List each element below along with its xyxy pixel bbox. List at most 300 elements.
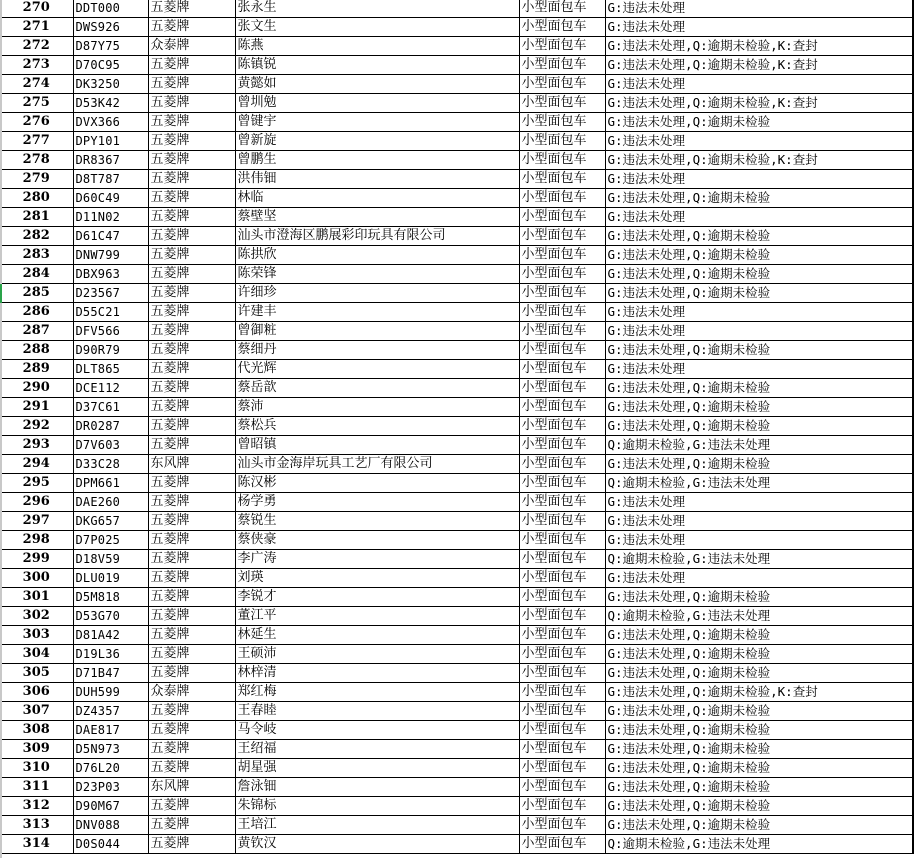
table-row[interactable]	[0, 170, 913, 189]
brand-cell[interactable]: 五菱牌	[148, 569, 235, 588]
owner-cell[interactable]: 蔡侠豪	[235, 531, 519, 550]
plate-cell[interactable]: DWS926	[73, 18, 148, 37]
vehicle-type-cell[interactable]: 小型面包车	[519, 835, 605, 854]
owner-cell[interactable]: 李锐才	[235, 588, 519, 607]
owner-cell[interactable]: 詹泳钿	[235, 778, 519, 797]
brand-cell[interactable]: 五菱牌	[148, 113, 235, 132]
owner-cell[interactable]: 杨学勇	[235, 493, 519, 512]
plate-cell[interactable]: DFV566	[73, 322, 148, 341]
plate-cell[interactable]: DZ4357	[73, 702, 148, 721]
status-cell[interactable]: G:违法未处理,Q:逾期未检验	[605, 265, 913, 284]
table-row[interactable]	[0, 37, 913, 56]
status-cell[interactable]: Q:逾期未检验,G:违法未处理	[605, 835, 913, 854]
row-number-cell[interactable]: 281	[0, 208, 73, 227]
owner-cell[interactable]: 洪伟钿	[235, 170, 519, 189]
vehicle-type-cell[interactable]: 小型面包车	[519, 664, 605, 683]
plate-cell[interactable]: D70C95	[73, 56, 148, 75]
vehicle-type-cell[interactable]: 小型面包车	[519, 626, 605, 645]
plate-cell[interactable]: DPM661	[73, 474, 148, 493]
brand-cell[interactable]: 众泰牌	[148, 683, 235, 702]
brand-cell[interactable]: 五菱牌	[148, 341, 235, 360]
owner-cell[interactable]: 林延生	[235, 626, 519, 645]
owner-cell[interactable]: 王硕沛	[235, 645, 519, 664]
status-cell[interactable]: G:违法未处理,Q:逾期未检验	[605, 816, 913, 835]
vehicle-type-cell[interactable]: 小型面包车	[519, 474, 605, 493]
brand-cell[interactable]: 五菱牌	[148, 797, 235, 816]
vehicle-type-cell[interactable]: 小型面包车	[519, 151, 605, 170]
brand-cell[interactable]: 五菱牌	[148, 75, 235, 94]
plate-cell[interactable]: D90M67	[73, 797, 148, 816]
owner-cell[interactable]: 代光辉	[235, 360, 519, 379]
owner-cell[interactable]: 陈燕	[235, 37, 519, 56]
brand-cell[interactable]: 五菱牌	[148, 0, 235, 18]
row-number-cell[interactable]: 301	[0, 588, 73, 607]
status-cell[interactable]: Q:逾期未检验,G:违法未处理	[605, 474, 913, 493]
plate-cell[interactable]: D8T787	[73, 170, 148, 189]
brand-cell[interactable]: 五菱牌	[148, 531, 235, 550]
brand-cell[interactable]: 五菱牌	[148, 835, 235, 854]
owner-cell[interactable]: 黄钦汉	[235, 835, 519, 854]
owner-cell[interactable]: 曾昭镇	[235, 436, 519, 455]
row-number-cell[interactable]: 280	[0, 189, 73, 208]
table-row[interactable]	[0, 303, 913, 322]
plate-cell[interactable]: D18V59	[73, 550, 148, 569]
vehicle-type-cell[interactable]: 小型面包车	[519, 455, 605, 474]
brand-cell[interactable]: 五菱牌	[148, 284, 235, 303]
row-number-cell[interactable]: 314	[0, 835, 73, 854]
table-row[interactable]	[0, 645, 913, 664]
owner-cell[interactable]: 蔡锐生	[235, 512, 519, 531]
plate-cell[interactable]: DAE260	[73, 493, 148, 512]
vehicle-type-cell[interactable]: 小型面包车	[519, 322, 605, 341]
owner-cell[interactable]: 蔡细丹	[235, 341, 519, 360]
status-cell[interactable]: G:违法未处理	[605, 493, 913, 512]
status-cell[interactable]: G:违法未处理,Q:逾期未检验	[605, 721, 913, 740]
table-row[interactable]	[0, 569, 913, 588]
plate-cell[interactable]: D61C47	[73, 227, 148, 246]
plate-cell[interactable]: D53K42	[73, 94, 148, 113]
row-number-cell[interactable]: 290	[0, 379, 73, 398]
row-number-cell[interactable]: 298	[0, 531, 73, 550]
row-number-cell[interactable]: 307	[0, 702, 73, 721]
owner-cell[interactable]: 曾圳勉	[235, 94, 519, 113]
status-cell[interactable]: G:违法未处理	[605, 531, 913, 550]
table-row[interactable]	[0, 132, 913, 151]
table-row[interactable]	[0, 151, 913, 170]
table-row[interactable]	[0, 816, 913, 835]
row-number-cell[interactable]: 308	[0, 721, 73, 740]
plate-cell[interactable]: D5M818	[73, 588, 148, 607]
brand-cell[interactable]: 五菱牌	[148, 740, 235, 759]
row-number-cell[interactable]: 273	[0, 56, 73, 75]
plate-cell[interactable]: D23567	[73, 284, 148, 303]
owner-cell[interactable]: 刘瑛	[235, 569, 519, 588]
vehicle-type-cell[interactable]: 小型面包车	[519, 816, 605, 835]
brand-cell[interactable]: 五菱牌	[148, 151, 235, 170]
row-number-cell[interactable]: 287	[0, 322, 73, 341]
owner-cell[interactable]: 朱锦标	[235, 797, 519, 816]
brand-cell[interactable]: 五菱牌	[148, 588, 235, 607]
plate-cell[interactable]: DAE817	[73, 721, 148, 740]
brand-cell[interactable]: 东风牌	[148, 455, 235, 474]
row-number-cell[interactable]: 274	[0, 75, 73, 94]
table-row[interactable]	[0, 531, 913, 550]
brand-cell[interactable]: 五菱牌	[148, 360, 235, 379]
table-row[interactable]	[0, 702, 913, 721]
row-number-cell[interactable]: 304	[0, 645, 73, 664]
table-row[interactable]	[0, 455, 913, 474]
vehicle-type-cell[interactable]: 小型面包车	[519, 398, 605, 417]
vehicle-type-cell[interactable]: 小型面包车	[519, 189, 605, 208]
brand-cell[interactable]: 五菱牌	[148, 702, 235, 721]
table-row[interactable]	[0, 740, 913, 759]
status-cell[interactable]: G:违法未处理,Q:逾期未检验	[605, 341, 913, 360]
brand-cell[interactable]: 五菱牌	[148, 626, 235, 645]
status-cell[interactable]: G:违法未处理,Q:逾期未检验	[605, 778, 913, 797]
table-row[interactable]	[0, 683, 913, 702]
plate-cell[interactable]: DNV088	[73, 816, 148, 835]
vehicle-type-cell[interactable]: 小型面包车	[519, 417, 605, 436]
owner-cell[interactable]: 马令岐	[235, 721, 519, 740]
plate-cell[interactable]: D81A42	[73, 626, 148, 645]
row-number-cell[interactable]: 305	[0, 664, 73, 683]
vehicle-type-cell[interactable]: 小型面包车	[519, 702, 605, 721]
row-number-cell[interactable]: 282	[0, 227, 73, 246]
owner-cell[interactable]: 陈镇锐	[235, 56, 519, 75]
brand-cell[interactable]: 五菱牌	[148, 170, 235, 189]
table-row[interactable]	[0, 721, 913, 740]
row-number-cell[interactable]: 279	[0, 170, 73, 189]
vehicle-type-cell[interactable]: 小型面包车	[519, 0, 605, 18]
row-number-cell[interactable]: 303	[0, 626, 73, 645]
status-cell[interactable]: G:违法未处理,Q:逾期未检验	[605, 284, 913, 303]
table-row[interactable]	[0, 759, 913, 778]
status-cell[interactable]: G:违法未处理,Q:逾期未检验	[605, 113, 913, 132]
plate-cell[interactable]: D53G70	[73, 607, 148, 626]
table-row[interactable]	[0, 208, 913, 227]
row-number-cell[interactable]: 272	[0, 37, 73, 56]
plate-cell[interactable]: DVX366	[73, 113, 148, 132]
owner-cell[interactable]: 陈荣锋	[235, 265, 519, 284]
table-row[interactable]	[0, 835, 913, 854]
brand-cell[interactable]: 五菱牌	[148, 664, 235, 683]
owner-cell[interactable]: 林临	[235, 189, 519, 208]
status-cell[interactable]: G:违法未处理,Q:逾期未检验	[605, 189, 913, 208]
status-cell[interactable]: G:违法未处理,Q:逾期未检验,K:查封	[605, 683, 913, 702]
status-cell[interactable]: G:违法未处理,Q:逾期未检验	[605, 702, 913, 721]
vehicle-type-cell[interactable]: 小型面包车	[519, 683, 605, 702]
brand-cell[interactable]: 五菱牌	[148, 322, 235, 341]
brand-cell[interactable]: 五菱牌	[148, 512, 235, 531]
status-cell[interactable]: Q:逾期未检验,G:违法未处理	[605, 607, 913, 626]
status-cell[interactable]: G:违法未处理	[605, 0, 913, 18]
owner-cell[interactable]: 汕头市澄海区鹏展彩印玩具有限公司	[235, 227, 519, 246]
vehicle-type-cell[interactable]: 小型面包车	[519, 75, 605, 94]
brand-cell[interactable]: 五菱牌	[148, 550, 235, 569]
status-cell[interactable]: G:违法未处理,Q:逾期未检验	[605, 797, 913, 816]
row-number-cell[interactable]: 278	[0, 151, 73, 170]
row-number-cell[interactable]: 296	[0, 493, 73, 512]
brand-cell[interactable]: 五菱牌	[148, 645, 235, 664]
row-number-cell[interactable]: 277	[0, 132, 73, 151]
owner-cell[interactable]: 黄懿如	[235, 75, 519, 94]
brand-cell[interactable]: 东风牌	[148, 778, 235, 797]
plate-cell[interactable]: D7P025	[73, 531, 148, 550]
owner-cell[interactable]: 李广涛	[235, 550, 519, 569]
status-cell[interactable]: G:违法未处理,Q:逾期未检验,K:查封	[605, 56, 913, 75]
vehicle-type-cell[interactable]: 小型面包车	[519, 227, 605, 246]
plate-cell[interactable]: DLU019	[73, 569, 148, 588]
status-cell[interactable]: G:违法未处理	[605, 303, 913, 322]
plate-cell[interactable]: DPY101	[73, 132, 148, 151]
brand-cell[interactable]: 五菱牌	[148, 18, 235, 37]
brand-cell[interactable]: 五菱牌	[148, 265, 235, 284]
row-number-cell[interactable]: 297	[0, 512, 73, 531]
owner-cell[interactable]: 汕头市金海岸玩具工艺厂有限公司	[235, 455, 519, 474]
row-number-cell[interactable]: 270	[0, 0, 73, 18]
row-number-cell[interactable]: 275	[0, 94, 73, 113]
vehicle-type-cell[interactable]: 小型面包车	[519, 360, 605, 379]
row-number-cell[interactable]: 294	[0, 455, 73, 474]
plate-cell[interactable]: D19L36	[73, 645, 148, 664]
status-cell[interactable]: G:违法未处理	[605, 170, 913, 189]
owner-cell[interactable]: 蔡岳歆	[235, 379, 519, 398]
plate-cell[interactable]: D90R79	[73, 341, 148, 360]
table-row[interactable]	[0, 360, 913, 379]
status-cell[interactable]: G:违法未处理	[605, 75, 913, 94]
vehicle-type-cell[interactable]: 小型面包车	[519, 18, 605, 37]
status-cell[interactable]: Q:逾期未检验,G:违法未处理	[605, 550, 913, 569]
vehicle-type-cell[interactable]: 小型面包车	[519, 588, 605, 607]
vehicle-type-cell[interactable]: 小型面包车	[519, 740, 605, 759]
table-row[interactable]	[0, 341, 913, 360]
owner-cell[interactable]: 蔡松兵	[235, 417, 519, 436]
table-row[interactable]	[0, 56, 913, 75]
vehicle-type-cell[interactable]: 小型面包车	[519, 246, 605, 265]
vehicle-type-cell[interactable]: 小型面包车	[519, 284, 605, 303]
row-number-cell[interactable]: 291	[0, 398, 73, 417]
status-cell[interactable]: G:违法未处理	[605, 132, 913, 151]
row-number-cell[interactable]: 292	[0, 417, 73, 436]
plate-cell[interactable]: D23P03	[73, 778, 148, 797]
owner-cell[interactable]: 王培江	[235, 816, 519, 835]
status-cell[interactable]: G:违法未处理,Q:逾期未检验	[605, 246, 913, 265]
status-cell[interactable]: G:违法未处理,Q:逾期未检验	[605, 398, 913, 417]
plate-cell[interactable]: DKG657	[73, 512, 148, 531]
row-number-cell[interactable]: 284	[0, 265, 73, 284]
table-row[interactable]	[0, 94, 913, 113]
plate-cell[interactable]: D7V603	[73, 436, 148, 455]
owner-cell[interactable]: 许细珍	[235, 284, 519, 303]
plate-cell[interactable]: DR0287	[73, 417, 148, 436]
vehicle-type-cell[interactable]: 小型面包车	[519, 37, 605, 56]
vehicle-type-cell[interactable]: 小型面包车	[519, 778, 605, 797]
table-row[interactable]	[0, 493, 913, 512]
table-row[interactable]	[0, 398, 913, 417]
row-number-cell[interactable]: 283	[0, 246, 73, 265]
status-cell[interactable]: G:违法未处理,Q:逾期未检验	[605, 227, 913, 246]
table-row[interactable]	[0, 113, 913, 132]
row-number-cell[interactable]: 310	[0, 759, 73, 778]
brand-cell[interactable]: 五菱牌	[148, 398, 235, 417]
vehicle-type-cell[interactable]: 小型面包车	[519, 512, 605, 531]
brand-cell[interactable]: 五菱牌	[148, 246, 235, 265]
status-cell[interactable]: G:违法未处理	[605, 18, 913, 37]
vehicle-type-cell[interactable]: 小型面包车	[519, 759, 605, 778]
brand-cell[interactable]: 五菱牌	[148, 721, 235, 740]
table-row[interactable]	[0, 246, 913, 265]
owner-cell[interactable]: 王绍福	[235, 740, 519, 759]
row-number-cell[interactable]: 271	[0, 18, 73, 37]
plate-cell[interactable]: DCE112	[73, 379, 148, 398]
table-row[interactable]	[0, 75, 913, 94]
brand-cell[interactable]: 五菱牌	[148, 436, 235, 455]
table-row[interactable]	[0, 322, 913, 341]
status-cell[interactable]: G:违法未处理,Q:逾期未检验	[605, 759, 913, 778]
vehicle-type-cell[interactable]: 小型面包车	[519, 208, 605, 227]
vehicle-type-cell[interactable]: 小型面包车	[519, 303, 605, 322]
row-number-cell[interactable]: 293	[0, 436, 73, 455]
plate-cell[interactable]: D60C49	[73, 189, 148, 208]
brand-cell[interactable]: 五菱牌	[148, 208, 235, 227]
owner-cell[interactable]: 王春睦	[235, 702, 519, 721]
plate-cell[interactable]: D5N973	[73, 740, 148, 759]
row-number-cell[interactable]: 312	[0, 797, 73, 816]
brand-cell[interactable]: 五菱牌	[148, 474, 235, 493]
brand-cell[interactable]: 五菱牌	[148, 379, 235, 398]
table-row[interactable]	[0, 607, 913, 626]
row-number-cell[interactable]: 313	[0, 816, 73, 835]
vehicle-type-cell[interactable]: 小型面包车	[519, 550, 605, 569]
plate-cell[interactable]: D0S044	[73, 835, 148, 854]
table-row[interactable]	[0, 284, 913, 303]
table-row[interactable]	[0, 436, 913, 455]
vehicle-type-cell[interactable]: 小型面包车	[519, 645, 605, 664]
brand-cell[interactable]: 五菱牌	[148, 607, 235, 626]
status-cell[interactable]: G:违法未处理,Q:逾期未检验	[605, 740, 913, 759]
brand-cell[interactable]: 众泰牌	[148, 37, 235, 56]
vehicle-type-cell[interactable]: 小型面包车	[519, 94, 605, 113]
table-row[interactable]	[0, 797, 913, 816]
status-cell[interactable]: Q:逾期未检验,G:违法未处理	[605, 436, 913, 455]
owner-cell[interactable]: 张文生	[235, 18, 519, 37]
status-cell[interactable]: G:违法未处理,Q:逾期未检验,K:查封	[605, 94, 913, 113]
row-number-cell[interactable]: 306	[0, 683, 73, 702]
vehicle-type-cell[interactable]: 小型面包车	[519, 170, 605, 189]
table-row[interactable]	[0, 227, 913, 246]
vehicle-type-cell[interactable]: 小型面包车	[519, 113, 605, 132]
status-cell[interactable]: G:违法未处理,Q:逾期未检验,K:查封	[605, 151, 913, 170]
row-number-cell[interactable]: 311	[0, 778, 73, 797]
plate-cell[interactable]: D87Y75	[73, 37, 148, 56]
status-cell[interactable]: G:违法未处理,Q:逾期未检验	[605, 588, 913, 607]
plate-cell[interactable]: DUH599	[73, 683, 148, 702]
vehicle-type-cell[interactable]: 小型面包车	[519, 265, 605, 284]
row-number-cell[interactable]: 299	[0, 550, 73, 569]
status-cell[interactable]: G:违法未处理,Q:逾期未检验,K:查封	[605, 37, 913, 56]
vehicle-type-cell[interactable]: 小型面包车	[519, 569, 605, 588]
plate-cell[interactable]: D11N02	[73, 208, 148, 227]
owner-cell[interactable]: 张永生	[235, 0, 519, 18]
owner-cell[interactable]: 曾新旋	[235, 132, 519, 151]
brand-cell[interactable]: 五菱牌	[148, 493, 235, 512]
row-number-cell[interactable]: 295	[0, 474, 73, 493]
brand-cell[interactable]: 五菱牌	[148, 189, 235, 208]
plate-cell[interactable]: DNW799	[73, 246, 148, 265]
owner-cell[interactable]: 蔡壁坚	[235, 208, 519, 227]
status-cell[interactable]: G:违法未处理,Q:逾期未检验	[605, 379, 913, 398]
row-number-cell[interactable]: 289	[0, 360, 73, 379]
status-cell[interactable]: G:违法未处理	[605, 322, 913, 341]
plate-cell[interactable]: DLT865	[73, 360, 148, 379]
owner-cell[interactable]: 蔡沛	[235, 398, 519, 417]
brand-cell[interactable]: 五菱牌	[148, 417, 235, 436]
row-number-cell[interactable]: 309	[0, 740, 73, 759]
brand-cell[interactable]: 五菱牌	[148, 227, 235, 246]
brand-cell[interactable]: 五菱牌	[148, 759, 235, 778]
row-number-cell[interactable]: 300	[0, 569, 73, 588]
vehicle-type-cell[interactable]: 小型面包车	[519, 379, 605, 398]
owner-cell[interactable]: 林梓清	[235, 664, 519, 683]
owner-cell[interactable]: 董江平	[235, 607, 519, 626]
status-cell[interactable]: G:违法未处理	[605, 569, 913, 588]
table-row[interactable]	[0, 0, 913, 18]
table-row[interactable]	[0, 474, 913, 493]
row-number-cell[interactable]: 288	[0, 341, 73, 360]
table-row[interactable]	[0, 18, 913, 37]
vehicle-type-cell[interactable]: 小型面包车	[519, 341, 605, 360]
status-cell[interactable]: G:违法未处理	[605, 360, 913, 379]
brand-cell[interactable]: 五菱牌	[148, 132, 235, 151]
owner-cell[interactable]: 郑红梅	[235, 683, 519, 702]
vehicle-type-cell[interactable]: 小型面包车	[519, 531, 605, 550]
table-row[interactable]	[0, 189, 913, 208]
status-cell[interactable]: G:违法未处理,Q:逾期未检验	[605, 417, 913, 436]
vehicle-type-cell[interactable]: 小型面包车	[519, 436, 605, 455]
status-cell[interactable]: G:违法未处理	[605, 512, 913, 531]
owner-cell[interactable]: 曾键宇	[235, 113, 519, 132]
row-number-cell[interactable]: 302	[0, 607, 73, 626]
status-cell[interactable]: G:违法未处理,Q:逾期未检验	[605, 664, 913, 683]
row-number-cell[interactable]: 285	[0, 284, 73, 303]
plate-cell[interactable]: D76L20	[73, 759, 148, 778]
brand-cell[interactable]: 五菱牌	[148, 56, 235, 75]
owner-cell[interactable]: 陈拱欣	[235, 246, 519, 265]
plate-cell[interactable]: DDT000	[73, 0, 148, 18]
table-row[interactable]	[0, 379, 913, 398]
table-row[interactable]	[0, 664, 913, 683]
brand-cell[interactable]: 五菱牌	[148, 816, 235, 835]
plate-cell[interactable]: DR8367	[73, 151, 148, 170]
status-cell[interactable]: G:违法未处理,Q:逾期未检验	[605, 626, 913, 645]
row-number-cell[interactable]: 276	[0, 113, 73, 132]
brand-cell[interactable]: 五菱牌	[148, 303, 235, 322]
vehicle-type-cell[interactable]: 小型面包车	[519, 132, 605, 151]
vehicle-type-cell[interactable]: 小型面包车	[519, 56, 605, 75]
plate-cell[interactable]: D33C28	[73, 455, 148, 474]
table-row[interactable]	[0, 512, 913, 531]
table-row[interactable]	[0, 778, 913, 797]
row-number-cell[interactable]: 286	[0, 303, 73, 322]
plate-cell[interactable]: D71B47	[73, 664, 148, 683]
status-cell[interactable]: G:违法未处理,Q:逾期未检验	[605, 645, 913, 664]
table-row[interactable]	[0, 265, 913, 284]
vehicle-type-cell[interactable]: 小型面包车	[519, 493, 605, 512]
vehicle-type-cell[interactable]: 小型面包车	[519, 607, 605, 626]
table-row[interactable]	[0, 417, 913, 436]
owner-cell[interactable]: 胡星强	[235, 759, 519, 778]
plate-cell[interactable]: D55C21	[73, 303, 148, 322]
